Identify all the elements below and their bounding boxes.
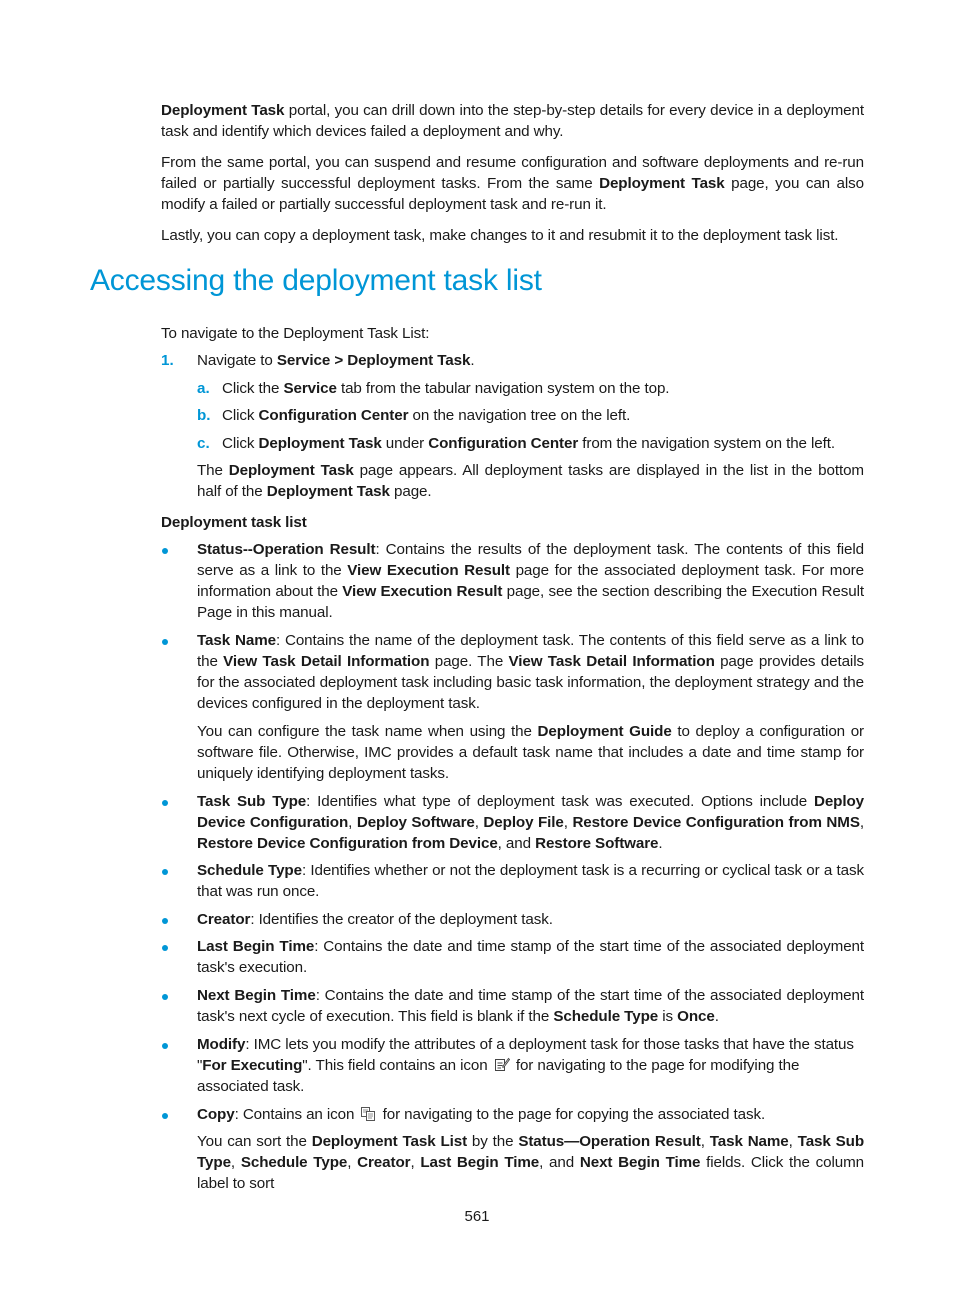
bold-term: View Task Detail Information [223, 653, 430, 670]
bold-term: Schedule Type [553, 1008, 659, 1025]
bold-term: Schedule Type [240, 1154, 348, 1171]
bullet-icon [162, 1043, 168, 1049]
bold-term: Creator [357, 1154, 411, 1171]
bullet-creator [197, 909, 864, 930]
text: tab from the tabular navigation system on the top. [336, 380, 670, 397]
bold-term: Deployment Task [258, 435, 382, 452]
bold-term: Deploy File [483, 814, 564, 831]
bold-term: Deploy Software [356, 814, 475, 831]
text: for navigating to the page for modifying the associated task. [197, 1057, 800, 1095]
text: : Identifies what type of deployment task was executed. Options include [306, 793, 814, 810]
bullet-next-begin-time [197, 985, 864, 1027]
nav-intro: To navigate to the Deployment Task List: [161, 325, 430, 342]
text: : Contains the date and time stamp of the start time of the associated deployment task's execution. [197, 938, 865, 976]
substep-label-a: a. [197, 380, 210, 397]
text: : Identifies whether or not the deployment task is a recurring or cyclical task or a task that was run once. [197, 862, 865, 900]
bold-term: For Executing [202, 1057, 303, 1074]
bullet-icon [162, 918, 168, 924]
bold-term: Restore Device Configuration from NMS [572, 814, 860, 831]
bold-term: Restore Device Configuration from Device [197, 835, 498, 852]
substep-b [222, 405, 864, 426]
substep-label-b: b. [197, 407, 211, 424]
bold-term: Next Begin Time [197, 987, 316, 1004]
bold-term: Copy [197, 1106, 235, 1123]
bold-term: Service [283, 380, 337, 397]
text: , [788, 1133, 798, 1150]
intro-paragraph-1 [161, 100, 864, 142]
text: ". This field contains an icon [302, 1057, 492, 1074]
text: portal, you can drill down into the step-by-step details for every device in a deployment task and identify which devices failed a deployment and why. [161, 102, 864, 140]
list-heading: Deployment task list [161, 514, 307, 531]
bold-term: Modify [197, 1036, 246, 1053]
bullet-copy [197, 1104, 864, 1125]
text: page, you can also modify a failed or partially successful deployment task and re-run it. [161, 175, 864, 213]
bullet-icon [162, 994, 168, 1000]
text: page. The [429, 653, 509, 670]
bold-term: Deployment Task [228, 462, 354, 479]
text: , and [539, 1154, 580, 1171]
text: page for the associated deployment task. For more information about the [197, 562, 864, 600]
bullet-last-begin-time [197, 936, 864, 978]
text: . [470, 352, 475, 369]
bold-term: View Task Detail Information [508, 653, 715, 670]
bullet-status [197, 539, 864, 623]
bold-term: Creator [197, 911, 251, 928]
text: From the same portal, you can suspend and resume configuration and software deployments and re-run failed or partially successful deployment tasks. From the same [161, 154, 864, 192]
bullet-task-sub-type [197, 791, 864, 854]
bullet-icon [162, 945, 168, 951]
text: : Contains the name of the deployment task. The contents of this field serve as a link to the [197, 632, 864, 670]
text: page, see the section describing the Execution Result Page in this manual. [197, 583, 864, 621]
substep-c [222, 433, 864, 454]
text: , [410, 1154, 421, 1171]
bold-term: Deploy Device Configuration [197, 793, 864, 831]
text: , [563, 814, 573, 831]
step-result [197, 460, 864, 502]
bold-term: Restore Software [535, 835, 659, 852]
text: under [381, 435, 429, 452]
text: , [347, 1154, 358, 1171]
text: , [474, 814, 484, 831]
step-number: 1. [161, 352, 174, 369]
bold-term: Once [677, 1008, 715, 1025]
text: The [197, 462, 229, 479]
text: Click [222, 435, 259, 452]
text: You can sort the [197, 1133, 312, 1150]
substep-label-c: c. [197, 435, 210, 452]
text: page appears. All deployment tasks are displayed in the list in the bottom half of the [197, 462, 864, 500]
bold-term: Next Begin Time [579, 1154, 701, 1171]
edit-icon [494, 1057, 510, 1072]
text: on the navigation tree on the left. [408, 407, 631, 424]
text: page provides details for the associated deployment task including basic task information, the deployment strategy and the devices configured in the deployment task. [197, 653, 864, 712]
bullet-modify [197, 1034, 864, 1097]
bold-term: Task Name [197, 632, 276, 649]
bold-term: View Execution Result [347, 562, 510, 579]
text: , [230, 1154, 241, 1171]
bold-term: View Execution Result [342, 583, 503, 600]
bold-term: Last Begin Time [197, 938, 315, 955]
bold-term: Deployment Task [161, 102, 285, 119]
text: Navigate to [197, 352, 277, 369]
text: Click [222, 407, 259, 424]
text: : Contains the date and time stamp of the start time of the associated deployment task's next cycle of execution. This field is blank if the [197, 987, 864, 1025]
bold-term: Deployment Task List [311, 1133, 468, 1150]
bold-term: Configuration Center [428, 435, 579, 452]
bold-term: Deployment Task [599, 175, 725, 192]
text: fields. Click the column label to sort [197, 1154, 864, 1192]
text: : Contains an icon [234, 1106, 359, 1123]
text: to deploy a configuration or software file. Otherwise, IMC provides a default task name that includes a date and time stamp for uniquely identifying deployment tasks. [197, 723, 864, 782]
bold-term: Task Name [709, 1133, 789, 1150]
bullet-schedule-type [197, 860, 864, 902]
text: , [700, 1133, 710, 1150]
text: Click the [222, 380, 284, 397]
bold-term: Status--Operation Result [197, 541, 376, 558]
text: You can configure the task name when using the [197, 723, 538, 740]
bullet-task-name [197, 630, 864, 714]
text: by the [467, 1133, 519, 1150]
bold-term: Last Begin Time [420, 1154, 540, 1171]
bold-term: Task Sub Type [197, 793, 307, 810]
page-number: 561 [464, 1208, 490, 1225]
text: , [348, 814, 357, 831]
bold-term: Schedule Type [197, 862, 302, 879]
bold-term: Service > Deployment Task [276, 352, 471, 369]
step-1 [197, 350, 864, 371]
text: : Identifies the creator of the deployment task. [250, 911, 553, 928]
section-heading: Accessing the deployment task list [90, 264, 542, 297]
bullet-icon [162, 639, 168, 645]
text: for navigating to the page for copying the associated task. [378, 1106, 766, 1123]
bold-term: Task Sub Type [197, 1133, 864, 1171]
text: : IMC lets you modify the attributes of a deployment task for those tasks that have the status " [197, 1036, 854, 1074]
bold-term: Deployment Task [266, 483, 390, 500]
text: page. [389, 483, 432, 500]
text: . [658, 835, 663, 852]
intro-paragraph-2 [161, 152, 864, 215]
text: is [658, 1008, 678, 1025]
text: , [859, 814, 864, 831]
bullet-icon [162, 548, 168, 554]
bold-term: Status—Operation Result [518, 1133, 701, 1150]
bullet-icon [162, 800, 168, 806]
bullet-icon [162, 1113, 168, 1119]
task-name-extra [197, 721, 864, 784]
bold-term: Deployment Guide [537, 723, 672, 740]
text: : Contains the results of the deployment task. The contents of this field serve as a link to the [197, 541, 864, 579]
bullet-icon [162, 869, 168, 875]
text: from the navigation system on the left. [578, 435, 835, 452]
text: , and [497, 835, 536, 852]
text: . [714, 1008, 719, 1025]
bold-term: Configuration Center [258, 407, 409, 424]
copy-icon [360, 1106, 376, 1121]
substep-a [222, 378, 864, 399]
sort-paragraph [197, 1131, 864, 1194]
intro-paragraph-3: Lastly, you can copy a deployment task, make changes to it and resubmit it to the deployment task list. [161, 227, 839, 244]
